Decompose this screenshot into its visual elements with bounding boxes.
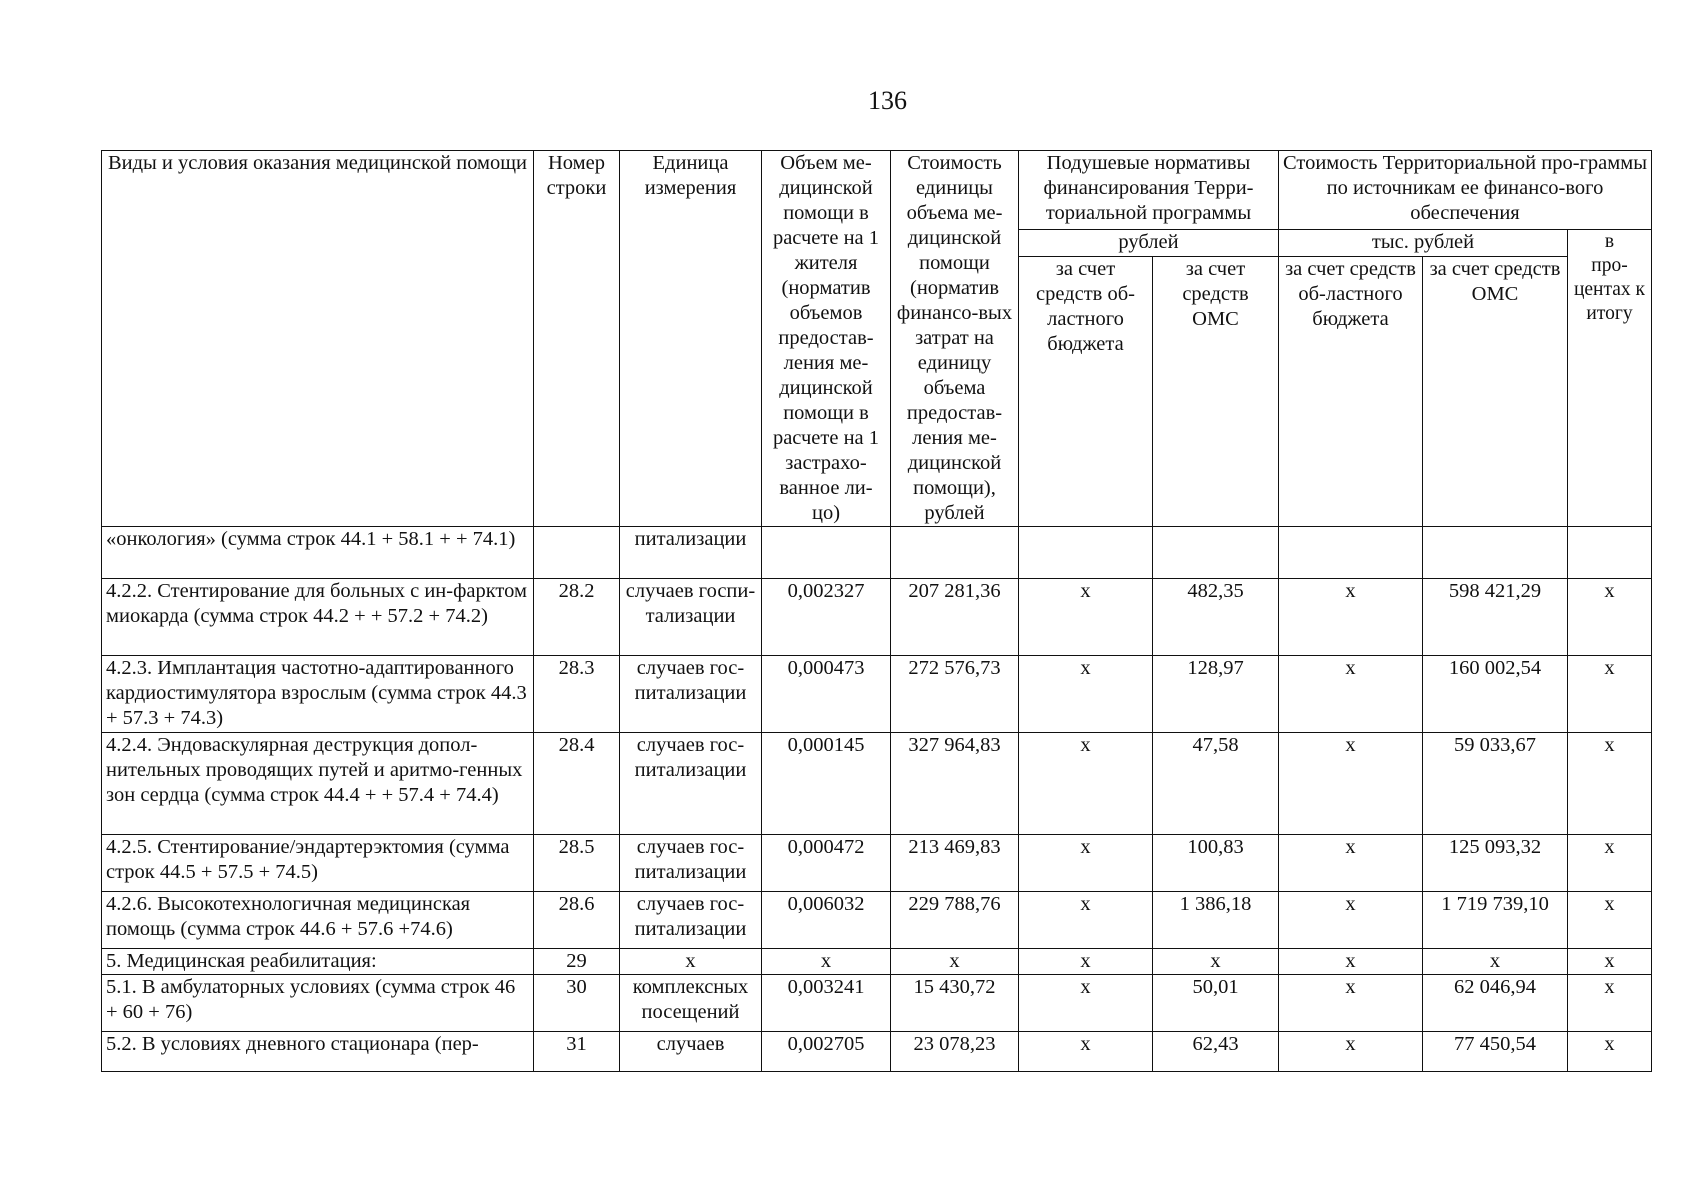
row-pc-oms: 482,35 [1153, 579, 1279, 656]
row-pct: х [1568, 579, 1652, 656]
row-number: 28.3 [534, 656, 620, 733]
row-cost-budget: х [1279, 733, 1423, 835]
row-pc-oms: 62,43 [1153, 1032, 1279, 1072]
row-cost-oms: 62 046,94 [1423, 975, 1568, 1032]
row-number [534, 527, 620, 579]
table-row [102, 975, 1652, 1032]
row-cost: 207 281,36 [891, 579, 1019, 656]
row-pc-budget: х [1019, 579, 1153, 656]
row-cost: 272 576,73 [891, 656, 1019, 733]
row-pct: х [1568, 949, 1652, 975]
row-unit: комплексных посещений [620, 975, 762, 1032]
row-cost-budget: х [1279, 579, 1423, 656]
row-cost: х [891, 949, 1019, 975]
table-row [102, 656, 1652, 733]
row-pc-oms [1153, 527, 1279, 579]
table-row [102, 733, 1652, 835]
row-pc-oms: 128,97 [1153, 656, 1279, 733]
row-number: 28.2 [534, 579, 620, 656]
row-pc-oms: 47,58 [1153, 733, 1279, 835]
header-cost-unit: тыс. рублей [1279, 230, 1568, 257]
row-cost-budget [1279, 527, 1423, 579]
table-row [102, 892, 1652, 949]
row-name: 4.2.4. Эндоваскулярная деструкция допол-нительных проводящих путей и аритмо-генных зон сердца (сумма строк 44.4 + + 57.4 + 74.4) [102, 733, 534, 835]
row-pc-oms: 100,83 [1153, 835, 1279, 892]
table-row [102, 949, 1652, 975]
header-percent-top: в [1604, 231, 1615, 252]
row-unit: случаев гос-питализации [620, 733, 762, 835]
row-unit: случаев [620, 1032, 762, 1072]
row-unit: случаев гос-питализации [620, 656, 762, 733]
row-cost-oms: 598 421,29 [1423, 579, 1568, 656]
header-cost-group: Стоимость Территориальной про-граммы по источникам ее финансо-вого обеспечения [1279, 151, 1652, 230]
header-row-1 [102, 151, 1652, 230]
row-cost-oms: 125 093,32 [1423, 835, 1568, 892]
row-cost-budget: х [1279, 892, 1423, 949]
row-unit: питализации [620, 527, 762, 579]
header-row-no: Номер строки [534, 151, 620, 527]
header-kind: Виды и условия оказания медицинской помощи [102, 151, 534, 527]
row-volume: 0,002705 [762, 1032, 891, 1072]
row-cost-budget: х [1279, 656, 1423, 733]
row-pc-oms: 1 386,18 [1153, 892, 1279, 949]
header-unit: Единица измерения [620, 151, 762, 527]
row-name: 4.2.3. Имплантация частотно-адаптированного кардиостимулятора взрослым (сумма строк 44.3 + 57.3 + 74.3) [102, 656, 534, 733]
row-number: 30 [534, 975, 620, 1032]
row-pct: х [1568, 733, 1652, 835]
header-cost-oms: за счет средств ОМС [1423, 257, 1568, 527]
row-volume: 0,000473 [762, 656, 891, 733]
row-pc-budget: х [1019, 975, 1153, 1032]
header-cost-budget: за счет средств об-ластного бюджета [1279, 257, 1423, 527]
row-pc-budget: х [1019, 1032, 1153, 1072]
row-volume: 0,000472 [762, 835, 891, 892]
row-pct: х [1568, 656, 1652, 733]
row-pc-budget: х [1019, 733, 1153, 835]
header-percent [1568, 230, 1652, 527]
row-cost-oms: 1 719 739,10 [1423, 892, 1568, 949]
row-cost-oms: 160 002,54 [1423, 656, 1568, 733]
row-pct [1568, 527, 1652, 579]
row-cost-budget: х [1279, 835, 1423, 892]
table-row [102, 527, 1652, 579]
row-pc-budget: х [1019, 835, 1153, 892]
row-unit: случаев гос-питализации [620, 835, 762, 892]
row-name: «онкология» (сумма строк 44.1 + 58.1 + + 74.1) [102, 527, 534, 579]
row-cost: 327 964,83 [891, 733, 1019, 835]
row-name: 5.2. В условиях дневного стационара (пер- [102, 1032, 534, 1072]
row-cost: 229 788,76 [891, 892, 1019, 949]
row-cost-oms: х [1423, 949, 1568, 975]
row-cost: 213 469,83 [891, 835, 1019, 892]
row-volume: 0,002327 [762, 579, 891, 656]
row-pct: х [1568, 975, 1652, 1032]
row-number: 31 [534, 1032, 620, 1072]
row-pc-budget [1019, 527, 1153, 579]
row-unit: случаев госпи-тализации [620, 579, 762, 656]
row-number: 29 [534, 949, 620, 975]
row-name: 5.1. В амбулаторных условиях (сумма строк 46 + 60 + 76) [102, 975, 534, 1032]
row-pct: х [1568, 835, 1652, 892]
header-percent-text: про-центах к итогу [1573, 255, 1646, 324]
row-pc-oms: х [1153, 949, 1279, 975]
row-number: 28.4 [534, 733, 620, 835]
table-row [102, 835, 1652, 892]
program-cost-table [101, 150, 1652, 1072]
row-name: 5. Медицинская реабилитация: [102, 949, 534, 975]
row-volume: х [762, 949, 891, 975]
header-per-capita-unit: рублей [1019, 230, 1279, 257]
row-cost-budget: х [1279, 975, 1423, 1032]
row-volume: 0,003241 [762, 975, 891, 1032]
row-unit: случаев гос-питализации [620, 892, 762, 949]
row-volume: 0,006032 [762, 892, 891, 949]
row-cost: 23 078,23 [891, 1032, 1019, 1072]
row-pct: х [1568, 1032, 1652, 1072]
row-pc-budget: х [1019, 656, 1153, 733]
table-row [102, 1032, 1652, 1072]
header-per-capita-group: Подушевые нормативы финансирования Терри-ториальной программы [1019, 151, 1279, 230]
row-cost-oms: 59 033,67 [1423, 733, 1568, 835]
row-cost-budget: х [1279, 949, 1423, 975]
header-cost: Стоимость единицы объема ме-дицинской помощи (норматив финансо-вых затрат на единицу объема предостав-ления ме-дицинской помощи), рублей [891, 151, 1019, 527]
row-cost: 15 430,72 [891, 975, 1019, 1032]
row-number: 28.6 [534, 892, 620, 949]
row-name: 4.2.2. Стентирование для больных с ин-фарктом миокарда (сумма строк 44.2 + + 57.2 + 74.2) [102, 579, 534, 656]
header-volume: Объем ме-дицинской помощи в расчете на 1 жителя (норматив объемов предостав-ления ме-дицинской помощи в расчете на 1 застрахо-ванное ли-цо) [762, 151, 891, 527]
row-cost-budget: х [1279, 1032, 1423, 1072]
row-pc-oms: 50,01 [1153, 975, 1279, 1032]
header-pc-budget: за счет средств об-ластного бюджета [1019, 257, 1153, 527]
row-pc-budget: х [1019, 949, 1153, 975]
row-unit: х [620, 949, 762, 975]
row-cost-oms: 77 450,54 [1423, 1032, 1568, 1072]
page-number: 136 [868, 86, 907, 115]
row-pct: х [1568, 892, 1652, 949]
row-cost [891, 527, 1019, 579]
row-name: 4.2.5. Стентирование/эндартерэктомия (сумма строк 44.5 + 57.5 + 74.5) [102, 835, 534, 892]
row-name: 4.2.6. Высокотехнологичная медицинская помощь (сумма строк 44.6 + 57.6 +74.6) [102, 892, 534, 949]
table-row [102, 579, 1652, 656]
row-pc-budget: х [1019, 892, 1153, 949]
header-pc-oms: за счет средств ОМС [1153, 257, 1279, 527]
row-volume: 0,000145 [762, 733, 891, 835]
row-volume [762, 527, 891, 579]
row-cost-oms [1423, 527, 1568, 579]
row-number: 28.5 [534, 835, 620, 892]
